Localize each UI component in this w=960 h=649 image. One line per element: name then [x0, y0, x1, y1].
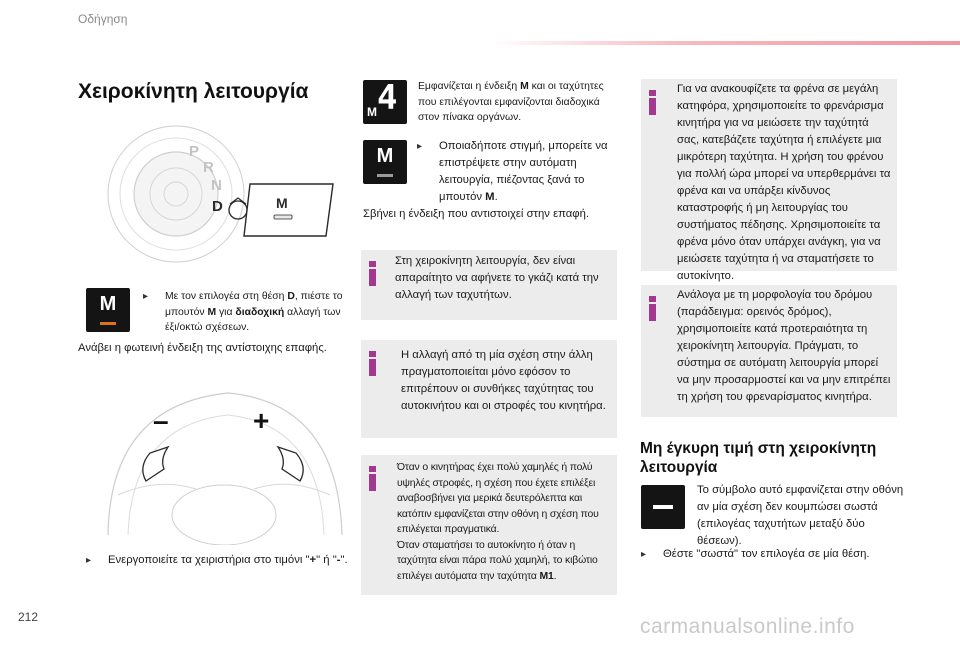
- return-mode-indicator: [377, 174, 393, 177]
- info-note-engine-braking: [641, 79, 897, 282]
- return-mode-tile: [363, 140, 407, 184]
- manual-mode-tile-label: M: [99, 293, 117, 315]
- indicator-on-text: Ανάβει η φωτεινή ένδειξη της αντίστοιχης επαφής.: [78, 342, 327, 354]
- watermark-text: carmanualsonline.info: [640, 615, 855, 638]
- paddle-plus-label: +: [253, 405, 270, 436]
- info-note-throttle: [361, 250, 617, 320]
- svg-text:P: P: [189, 143, 200, 160]
- invalid-value-dash-icon: [653, 505, 673, 509]
- info-note-gear-change: [361, 340, 617, 438]
- manual-mode-tile: [86, 288, 130, 332]
- gear-selector-illustration: [78, 124, 342, 268]
- position-d-label: D: [212, 198, 223, 215]
- display-gear-digit: 4: [377, 78, 398, 118]
- info-icon: [648, 90, 657, 115]
- page-title: Χειροκίνητη λειτουργία: [78, 80, 309, 103]
- info-note-engine-speed-text: Όταν ο κινητήρας έχει πολύ χαμηλές ή πολύ υψηλές στροφές, η σχέση που έχετε επιλέξει αναβοσβήνει για μερικά δευτερόλεπτα και κατόπιν εμφανίζεται στην οθόνη η σχέση που επιλέγεται πραγματικά. Όταν σταματήσει το αυτοκίνητο ή όταν η ταχύτητα είναι πάρα πολύ χαμηλή, το κιβώτιο επιλέγει αυτόματα την ταχύτητα M1.: [397, 462, 599, 582]
- info-icon: [368, 261, 377, 286]
- svg-text:N: N: [211, 177, 222, 194]
- return-mode-tile-label: M: [376, 145, 394, 167]
- page-number: 212: [18, 610, 39, 624]
- section-subtitle: Μη έγκυρη τιμή στη χειροκίνητη λειτουργία: [640, 440, 877, 476]
- info-note-road-profile: [641, 285, 897, 417]
- chapter-title: Οδήγηση: [78, 12, 128, 26]
- instruction-bullet-2: ▸ Ενεργοποιείτε τα χειριστήρια στο τιμόνι "+" ή "-".: [108, 552, 348, 569]
- instruction-bullet-3: ▸ Οποιαδήποτε στιγμή, μπορείτε να επιστρέψετε στην αυτόματη λειτουργία, πιέζοντας ξανά το μπουτόν M.: [439, 138, 619, 206]
- display-description: Εμφανίζεται η ένδειξη M και οι ταχύτητες που επιλέγονται εμφανίζονται διαδοχικά στον πίνακα οργάνων.: [418, 81, 604, 123]
- manual-mode-indicator: [100, 322, 116, 325]
- invalid-value-text: Το σύμβολο αυτό εμφανίζεται στην οθόνη αν μία σχέση δεν κουμπώσει σωστά (επιλογέας ταχυτήτων μεταξύ δύο θέσεων).: [697, 484, 904, 547]
- invalid-value-tile: [641, 485, 685, 529]
- instrument-display-tile: [363, 80, 407, 124]
- paddle-minus-label: –: [153, 405, 169, 436]
- gear-selector-drawing: [78, 124, 342, 268]
- mode-button-label: M: [276, 195, 288, 211]
- info-note-gear-change-text: Η αλλαγή από τη μία σχέση στην άλλη πραγματοποιείται μόνο εφόσον το επιτρέπουν οι συνθήκες ταχύτητας του αυτοκινήτου και οι στροφές του κινητήρα.: [401, 349, 606, 412]
- instruction-bullet-4: ▸ Θέστε "σωστά" τον επιλογέα σε μία θέση.: [663, 546, 903, 563]
- header-accent-bar: [490, 41, 960, 45]
- info-note-throttle-text: Στη χειροκίνητη λειτουργία, δεν είναι απαραίτητο να αφήνετε το γκάζι κατά την αλλαγή των ταχυτήτων.: [395, 255, 599, 301]
- steering-wheel-drawing: [98, 385, 348, 545]
- indicator-off-text: Σβήνει η ένδειξη που αντιστοιχεί στην επαφή.: [363, 208, 590, 220]
- info-note-engine-braking-text: Για να ανακουφίζετε τα φρένα σε μεγάλη κατηφόρα, χρησιμοποιείτε το φρενάρισμα κινητήρα για να μειώσετε την ταχύτητά σας, κατεβάζετε ταχύτητα ή επιλέγετε μια μικρότερη ταχύτητα. Η χρήση του φρένου για πολλή ώρα μπορεί να υπερθερμάνει τα φρένα και να υπάρξει κίνδυνος καταστροφής ή μη λειτουργίας του συστήματος πέδησης. Χρησιμοποιείτε τα φρένα μόνο όταν υπάρχει ανάγκη, για να μειώσετε ταχύτητα ή να σταματήσετε το αυτοκίνητο.: [677, 83, 891, 282]
- steering-wheel-illustration: [98, 385, 348, 545]
- display-mode-letter: M: [367, 105, 377, 119]
- info-icon: [648, 296, 657, 321]
- instruction-bullet-1: ▸ Με τον επιλογέα στη θέση D, πιέστε το μπουτόν M για διαδοχική αλλαγή των έξι/οκτώ σχέσεων.: [165, 289, 345, 336]
- info-icon: [368, 351, 377, 376]
- info-note-engine-speed: [361, 455, 617, 595]
- info-note-road-profile-text: Ανάλογα με τη μορφολογία του δρόμου (παράδειγμα: ορεινός δρόμος), χρησιμοποιείτε κατά προτεραιότητα τη χειροκίνητη λειτουργία. Πράγματι, το σύστημα σε αυτόματη λειτουργία μπορεί να μην προσαρμοστεί και να μην επιτρέπει τη χρήση του φρεναρίσματος κινητήρα.: [677, 289, 891, 403]
- svg-text:R: R: [203, 159, 214, 176]
- info-icon: [368, 466, 377, 491]
